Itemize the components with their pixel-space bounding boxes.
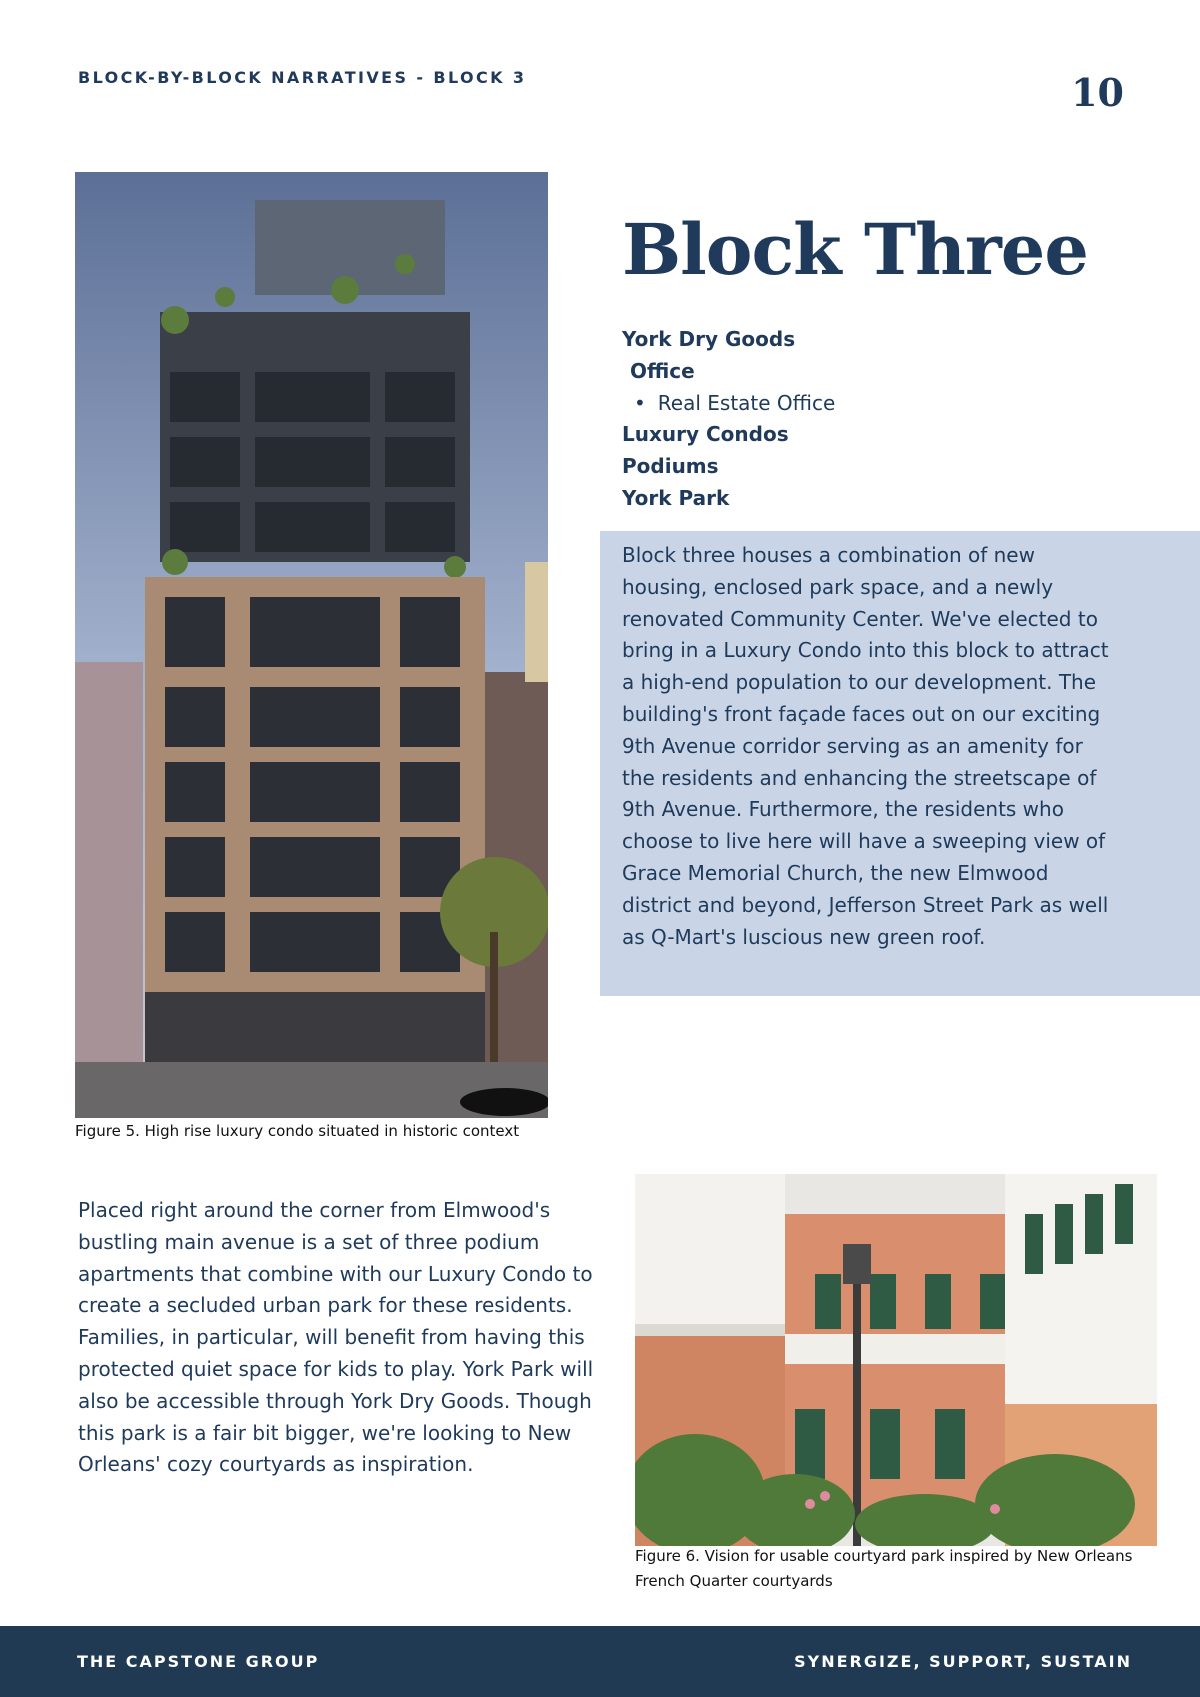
program-subitem: • Real Estate Office [622, 388, 835, 420]
condo-building-photo [75, 172, 548, 1118]
page-number: 10 [1071, 70, 1124, 115]
figure-5-caption: Figure 5. High rise luxury condo situated in historic context [75, 1122, 520, 1140]
figure-6-caption: Figure 6. Vision for usable courtyard park inspired by New Orleans French Quarter courtyards [635, 1547, 1133, 1590]
page-title: Block Three [622, 208, 1088, 291]
program-item: Office [630, 358, 695, 383]
program-item: Podiums [622, 454, 719, 479]
footer-tagline: SYNERGIZE, SUPPORT, SUSTAIN [794, 1652, 1132, 1671]
section-label: BLOCK-BY-BLOCK NARRATIVES - BLOCK 3 [78, 68, 527, 87]
intro-paragraph: Block three houses a combination of new housing, enclosed park space, and a newly renovated Community Center. We've elected to bring in a Luxury Condo into this block to attract a high-end population to our development. The building's front façade faces out on our exciting 9th Avenue corridor serving as an amenity for the residents and enhancing the streetscape of 9th Avenue. Furthermore, the residents who choose to live here will have a sweeping view of Grace Memorial Church, the new Elmwood district and beyond, Jefferson Street Park as well as Q-Mart's luscious new green roof. [622, 543, 1109, 949]
body-paragraph: Placed right around the corner from Elmwood's bustling main avenue is a set of three podium apartments that combine with our Luxury Condo to create a secluded urban park for these residents. Families, in particular, will benefit from having this protected quiet space for kids to play. York Park will also be accessible through York Dry Goods. Though this park is a fair bit bigger, we're looking to New Orleans' cozy courtyards as inspiration. [78, 1198, 594, 1477]
program-list [622, 324, 835, 515]
courtyard-photo [635, 1174, 1157, 1546]
program-item: Luxury Condos [622, 422, 789, 447]
program-item: York Dry Goods [622, 327, 796, 351]
program-item: York Park [622, 485, 730, 510]
page-footer [0, 1626, 1200, 1697]
footer-company-name: THE CAPSTONE GROUP [77, 1652, 320, 1671]
